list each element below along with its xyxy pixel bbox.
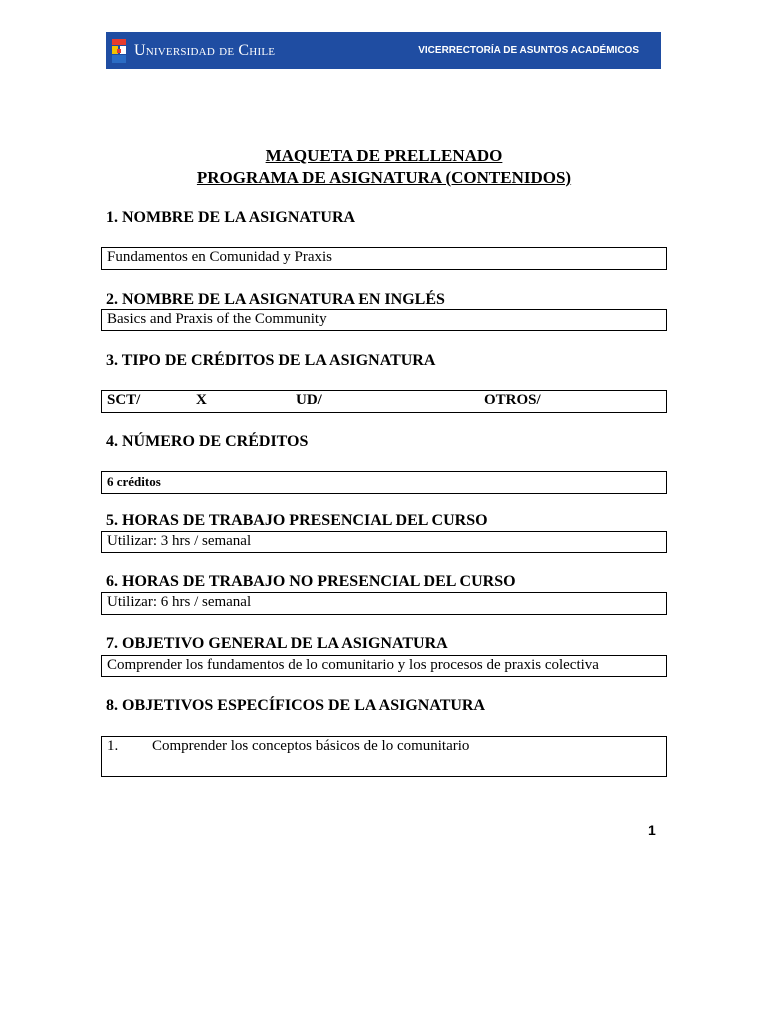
section-4-field <box>101 471 667 494</box>
section-2-field <box>101 309 667 331</box>
objective-1-number: 1. <box>107 738 119 754</box>
section-8-field <box>101 736 667 777</box>
section-6-value: Utilizar: 6 hrs / semanal <box>107 594 252 610</box>
vicerrectoria-label: VICERRECTORÍA DE ASUNTOS ACADÉMICOS <box>418 45 639 56</box>
section-3-field <box>101 390 667 413</box>
section-5-field <box>101 531 667 553</box>
section-2-heading: 2. NOMBRE DE LA ASIGNATURA EN INGLÉS <box>106 291 445 308</box>
university-logo <box>110 37 275 65</box>
section-1-heading: 1. NOMBRE DE LA ASIGNATURA <box>106 209 356 226</box>
section-2-value: Basics and Praxis of the Community <box>107 311 327 327</box>
section-5-heading: 5. HORAS DE TRABAJO PRESENCIAL DEL CURSO <box>106 512 488 529</box>
section-4-value: 6 créditos <box>107 474 161 489</box>
section-1-value: Fundamentos en Comunidad y Praxis <box>107 249 332 265</box>
header-banner <box>106 32 661 69</box>
section-7-value: Comprender los fundamentos de lo comunitario y los procesos de praxis colectiva <box>107 657 599 673</box>
section-7-field <box>101 655 667 677</box>
section-6-field <box>101 592 667 615</box>
credit-type-ud: UD/ <box>296 392 322 408</box>
objective-1-text: Comprender los conceptos básicos de lo comunitario <box>152 738 470 754</box>
credit-type-sct: SCT/ <box>107 392 141 408</box>
document-title-line1: MAQUETA DE PRELLENADO <box>265 146 503 165</box>
document-title-line2: PROGRAMA DE ASIGNATURA (CONTENIDOS) <box>196 168 572 187</box>
page-number: 1 <box>648 822 656 838</box>
university-crest-icon <box>110 37 128 65</box>
section-5-value: Utilizar: 3 hrs / semanal <box>107 533 252 549</box>
credit-type-mark: X <box>196 392 207 408</box>
section-7-heading: 7. OBJETIVO GENERAL DE LA ASIGNATURA <box>106 635 448 652</box>
section-3-heading: 3. TIPO DE CRÉDITOS DE LA ASIGNATURA <box>106 352 436 369</box>
credit-type-otros: OTROS/ <box>484 392 541 408</box>
section-8-heading: 8. OBJETIVOS ESPECÍFICOS DE LA ASIGNATURA <box>106 697 486 714</box>
section-1-field <box>101 247 667 270</box>
section-6-heading: 6. HORAS DE TRABAJO NO PRESENCIAL DEL CURSO <box>106 573 516 590</box>
university-name: Universidad de Chile <box>134 41 276 59</box>
section-4-heading: 4. NÚMERO DE CRÉDITOS <box>106 433 309 450</box>
